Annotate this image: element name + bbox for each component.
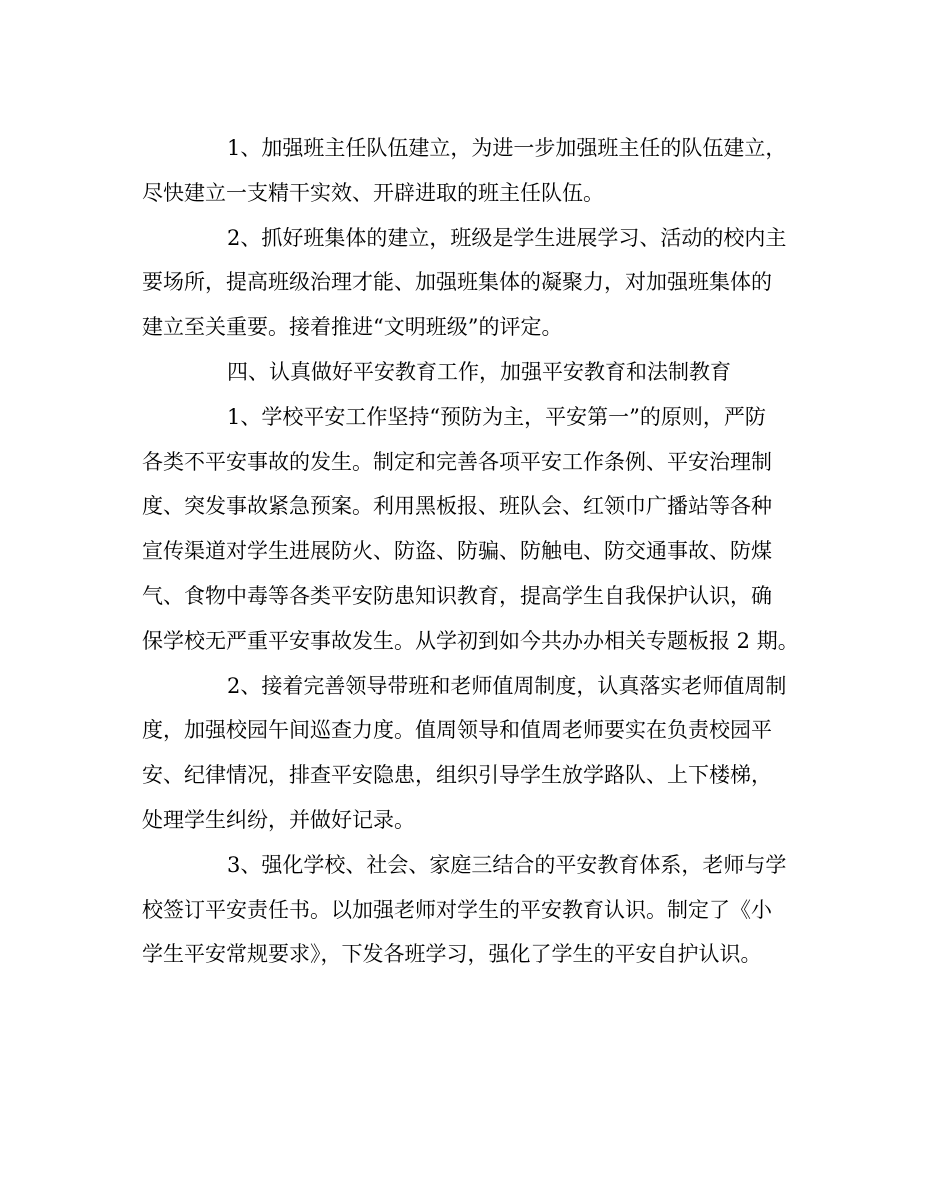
paragraph-duty-system: 2、接着完善领导带班和老师值周制度，认真落实老师值周制 度，加强校园午间巡查力度。值周领导和值周老师要实在负责校园平 安、纪律情况，排查平安隐患，组织引导学生放学路队、上下楼梯， 处理学生纠纷，并做好记录。 <box>142 673 787 832</box>
paragraph-class-teacher-team: 1、加强班主任队伍建立，为进一步加强班主任的队伍建立， 尽快建立一支精干实效、开辟进取的班主任队伍。 <box>142 136 787 205</box>
document-body <box>142 126 808 977</box>
paragraph-school-safety: 1、学校平安工作坚持“预防为主，平安第一”的原则，严防 各类不平安事故的发生。制定和完善各项平安工作条例、平安治理制 度、突发事故紧急预案。利用黑板报、班队会、红领巾广播站等各种 宣传渠道对学生进展防火、防盗、防骗、防触电、防交通事故、防煤 气、食物中毒等各类平安防患知识教育，提高学生自我保护认识，确 保学校无严重平安事故发生。从学初到如今共办办相关专题板报 2 期。 <box>142 404 799 653</box>
paragraph-class-collective: 2、抓好班集体的建立，班级是学生进展学习、活动的校内主 要场所，提高班级治理才能、加强班集体的凝聚力，对加强班集体的 建立至关重要。接着推进“文明班级”的评定。 <box>142 225 787 340</box>
section-heading-safety-education: 四、认真做好平安教育工作，加强平安教育和法制教育 <box>227 359 731 384</box>
paragraph-education-system: 3、强化学校、社会、家庭三结合的平安教育体系，老师与学 校签订平安责任书。以加强老师对学生的平安教育认识。制定了《小 学生平安常规要求》，下发各班学习，强化了学生的平安自护认识。 <box>142 852 787 967</box>
